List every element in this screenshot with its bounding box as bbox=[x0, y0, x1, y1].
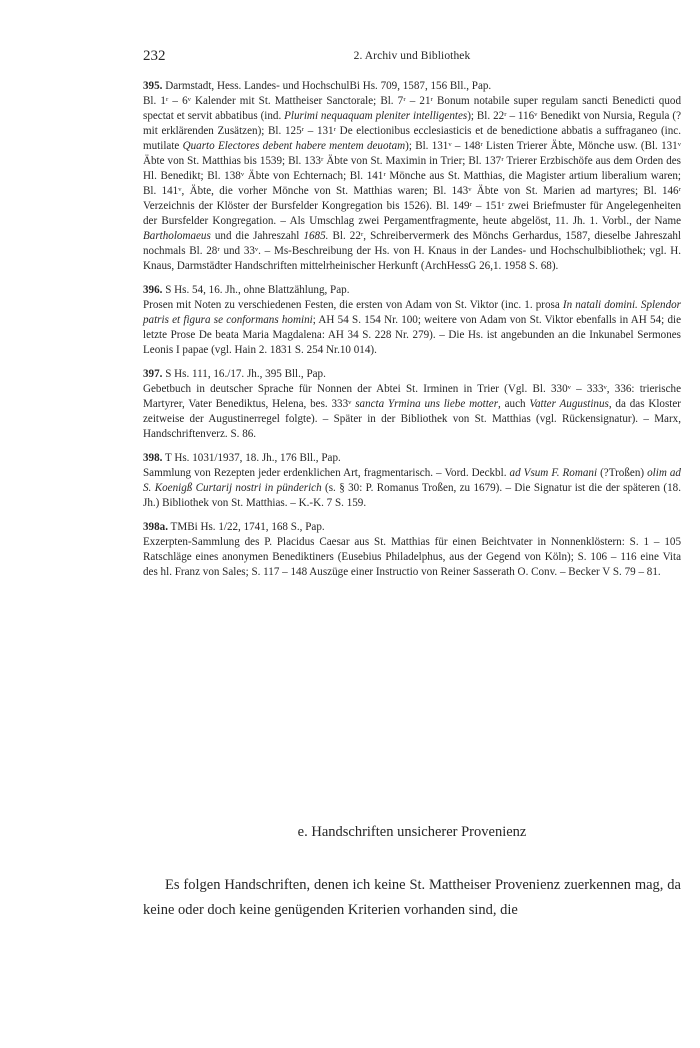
entry-signature: TMBi Hs. 1/22, 1741, 168 S., Pap. bbox=[170, 521, 325, 533]
entry-italic-year: 1685. bbox=[303, 230, 329, 242]
body-paragraph: Es folgen Handschriften, denen ich keine St. Mattheiser Provenienz zuerkennen mag, da keine oder doch keine genügenden Kriterien vorhanden sind, die bbox=[143, 877, 681, 918]
entry-text: Gebetbuch in deutscher Sprache für Nonnen der Abtei St. Irminen in Trier (Vgl. Bl. 330ᵛ – 333ᵛ, 336: trierische Martyrer, Vater Benediktus, Helena, bes. 333ᵛ bbox=[143, 383, 681, 410]
entry-text: Sammlung von Rezepten jeder erdenklichen Art, fragmentarisch. – Vord. Deckbl. bbox=[143, 467, 510, 479]
entry-text: Bl. 1ʳ – 6ᵛ Kalender mit St. Mattheiser Sanctorale; Bl. 7ʳ – 21ʳ Bonum notabile super regulam sancti Benedicti quod spectat et servit abbatibus (ind. bbox=[143, 95, 681, 122]
catalog-entry-397 bbox=[143, 367, 681, 442]
entry-number: 398. bbox=[143, 452, 163, 464]
entry-quote: Vatter Augustinus bbox=[529, 398, 609, 410]
entry-heading bbox=[143, 520, 681, 535]
entry-text: ); Bl. 131ᵛ – 148ʳ Listen Trierer Äbte, Mönche usw. (Bl. 131ᵛ Äbte von St. Matthias bis 1539; Bl. 133ʳ Äbte von St. Maximin in Trier; Bl. 137ʳ Trierer Erzbischöfe aus dem Orden des Hl. Benedikt; Bl. 138ᵛ Äbte von Echternach; Bl. 141ʳ Mönche aus St. Matthias, die Magister artium liberalium waren; Bl. 141ᵛ, Äbte, die vorher Mönche von St. Matthias waren; Bl. 143ᵛ Äbte von St. Marien ad martyres; Bl. 146ʳ Verzeichnis der Klöster der Bursfelder Kongregation bis 1526). Bl. 149ʳ – 151ʳ zwei Briefmuster für Angelegenheiten der Bursfelder Kongregation. – Als Umschlag zwei Pergamentfragmente, heute abgelöst, 11. Jh. 1. Vorbl., der Name bbox=[143, 140, 681, 227]
entry-signature: Darmstadt, Hess. Landes- und HochschulBi Hs. 709, 1587, 156 Bll., Pap. bbox=[165, 80, 492, 92]
entry-number: 395. bbox=[143, 80, 163, 92]
entry-incipit: Plurimi nequaquam pleniter intelligentes bbox=[284, 110, 468, 122]
entry-signature: S Hs. 54, 16. Jh., ohne Blattzählung, Pap. bbox=[165, 284, 350, 296]
page-number: 232 bbox=[143, 48, 166, 64]
entry-heading bbox=[143, 283, 681, 298]
entry-incipit: Quarto Electores debent habere mentem deuotam bbox=[182, 140, 406, 152]
entry-description bbox=[143, 535, 681, 580]
entry-heading bbox=[143, 451, 681, 466]
entry-text: (s. § 30: P. Romanus Troßen, zu 1679). – Die Signatur ist die der späteren (18. Jh.) Bibliothek von St. Matthias. – K.-K. 7 S. 159. bbox=[143, 482, 681, 509]
entry-number: 396. bbox=[143, 284, 163, 296]
entry-italic-name: Bartholomaeus bbox=[143, 230, 211, 242]
entry-text: und die Jahreszahl bbox=[210, 230, 304, 242]
entry-number: 397. bbox=[143, 368, 163, 380]
running-head: 2. Archiv und Bibliothek bbox=[353, 50, 471, 62]
entry-description bbox=[143, 94, 681, 274]
entry-number: 398a. bbox=[143, 521, 168, 533]
entry-quote: sancta Yrmina uns liebe motter bbox=[355, 398, 499, 410]
entry-heading bbox=[143, 367, 681, 382]
entry-text: (?Troßen) bbox=[597, 467, 648, 479]
entry-description bbox=[143, 382, 681, 442]
section-heading: e. Handschriften unsicherer Provenienz bbox=[297, 824, 527, 840]
entry-signature: T Hs. 1031/1937, 18. Jh., 176 Bll., Pap. bbox=[165, 452, 341, 464]
catalog-entry-398 bbox=[143, 451, 681, 511]
catalog-entry-396 bbox=[143, 283, 681, 358]
entry-text: Bl. 22ʳ, Schreibervermerk des Mönchs Gerhardus, 1587, dieselbe Jahreszahl nochmals Bl. 28ʳ und 33ᵛ. – Ms-Beschreibung der Hs. von H. Knaus in der Landes- und Hochschulbibliothek; vgl. H. Knaus, Darmstädter Handschriften mittelrheinischer Herkunft (ArchHessG 26,1. 1958 S. 68). bbox=[143, 230, 681, 272]
catalog-entry-395 bbox=[143, 79, 681, 274]
entry-text: , da das Kloster zeitweise der Augustinerregel folgte). – Später in der Bibliothek von St. Matthias (vgl. Rückensignatur). – Marx, Handschriftenverz. S. 86. bbox=[143, 398, 681, 440]
entry-text: , auch bbox=[498, 398, 530, 410]
entry-description bbox=[143, 466, 681, 511]
entry-heading bbox=[143, 79, 681, 94]
entry-text: Exzerpten-Sammlung des P. Placidus Caesar aus St. Matthias für einen Beichtvater in Nonnenklöstern: S. 1 – 105 Ratschläge eines anonymen Benediktiners (Eusebius Philadelphus, aus der Gegend von Köln); S. 106 – 116 eine Vita des hl. Franz von Sales; S. 117 – 148 Auszüge einer Instructio von Reiner Sasserath O. Conv. – Becker V S. 79 – 81. bbox=[143, 536, 681, 578]
entry-quote: olim ad S. Koenigß Curtarij nostri in pünderich bbox=[143, 467, 681, 494]
catalog-entry-398a bbox=[143, 520, 681, 580]
entry-text: ; AH 54 S. 154 Nr. 100; weitere von Adam von St. Viktor ebenfalls in AH 54; die letzte Prose De beata Maria Magdalena: AH 34 S. 228 Nr. 279). – Die Hs. ist angebunden an die Inkunabel Sermones Leonis I papae (vgl. Hain 2. 1831 S. 254 Nr.10 014). bbox=[143, 314, 681, 356]
entry-description bbox=[143, 298, 681, 358]
page-header bbox=[143, 48, 681, 68]
entry-text: ); Bl. 22ʳ – 116ᵛ Benedikt von Nursia, Regula (? mit erklärenden Zusätzen); Bl. 125ʳ – 131ʳ De electionibus ecclesiasticis et de benedictione abbatis a suffraganeo (inc. mutilate bbox=[143, 110, 682, 152]
entry-signature: S Hs. 111, 16./17. Jh., 395 Bll., Pap. bbox=[165, 368, 326, 380]
entry-incipit: In natali domini. Splendor patris et figura se conformans homini bbox=[143, 299, 681, 326]
entry-quote: ad Vsum F. Romani bbox=[509, 467, 598, 479]
catalog-entries bbox=[143, 79, 681, 589]
entry-text: Prosen mit Noten zu verschiedenen Festen, die ersten von Adam von St. Viktor (inc. 1. prosa bbox=[143, 299, 563, 311]
